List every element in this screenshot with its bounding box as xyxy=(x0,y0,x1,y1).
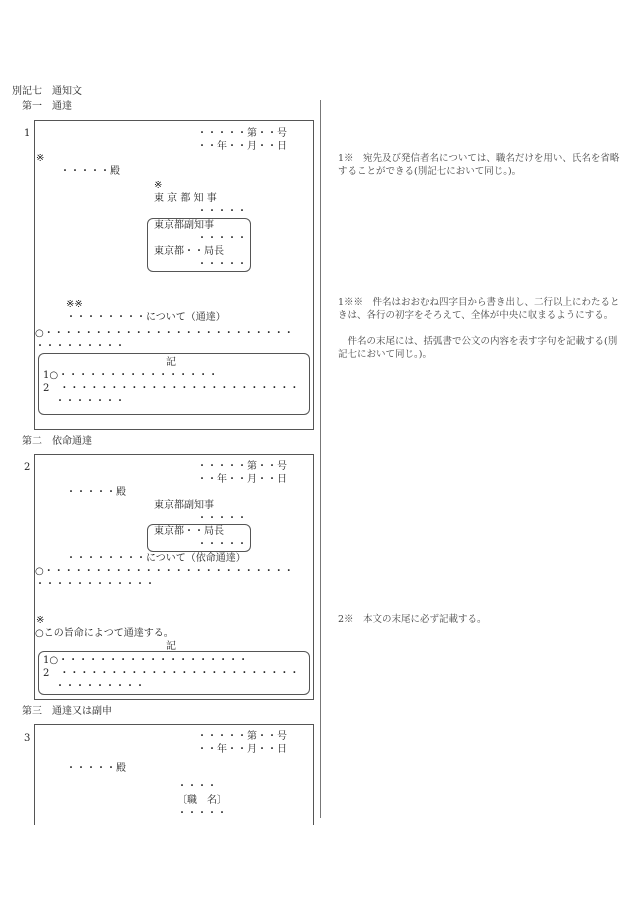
ki-label: 記 xyxy=(166,357,176,368)
sender: 東 京 都 知 事 xyxy=(154,193,217,204)
section1-number: 1 xyxy=(24,128,31,139)
addressee: ・・・・・殿 xyxy=(66,763,126,774)
note-mark: ※ xyxy=(36,153,45,164)
sender-name: ・・・・・ xyxy=(197,206,247,217)
bureau-chief: 東京都・・局長 xyxy=(154,526,224,537)
item: 2 ・・・・・・・・・・・・・・・・・・・・・・・・ xyxy=(43,668,300,679)
doc-title: 別記七 通知文 xyxy=(12,86,82,97)
body-text: ・・・・・・・・・ xyxy=(35,341,125,352)
note-mark: ※ xyxy=(36,615,45,626)
body-text: ・・・・・・・・・・・・ xyxy=(35,579,155,590)
note-1: 1※ 宛先及び発信者名については、職名だけを用い、氏名を省略することができる(別記七において同じ。)。 xyxy=(338,153,620,177)
sender: 東京都副知事 xyxy=(154,500,214,511)
section3-number: 3 xyxy=(24,733,31,744)
sender-org: ・・・・ xyxy=(177,781,217,792)
addressee: ・・・・・殿 xyxy=(60,166,120,177)
body-text: ○・・・・・・・・・・・・・・・・・・・・・・・・・ xyxy=(35,566,294,577)
sender-name: ・・・・・ xyxy=(177,808,227,819)
doc-date: ・・年・・月・・日 xyxy=(197,141,287,152)
subject: ・・・・・・・・について（依命通達） xyxy=(66,553,246,564)
doc-number: ・・・・・第・・号 xyxy=(197,461,287,472)
addressee: ・・・・・殿 xyxy=(66,487,126,498)
item: 2 ・・・・・・・・・・・・・・・・・・・・・・・・ xyxy=(43,383,300,394)
vice-governor: 東京都副知事 xyxy=(154,220,214,231)
bureau-chief: 東京都・・局長 xyxy=(154,246,224,257)
item: ・・・・・・・・・ xyxy=(55,681,145,692)
doc-number: ・・・・・第・・号 xyxy=(197,731,287,742)
item: ・・・・・・・ xyxy=(55,396,125,407)
bureau-name: ・・・・・ xyxy=(197,539,247,550)
section1-label: 第一 通達 xyxy=(22,101,72,112)
column-divider xyxy=(320,100,321,818)
item: 1○・・・・・・・・・・・・・・・・・・・ xyxy=(43,655,249,666)
section3-label: 第三 通達又は副申 xyxy=(22,706,112,717)
vice-name: ・・・・・ xyxy=(197,233,247,244)
section2-label: 第二 依命通達 xyxy=(22,436,92,447)
item: 1○・・・・・・・・・・・・・・・・ xyxy=(43,370,219,381)
closing-text: ○この旨命によつて通達する。 xyxy=(35,628,174,639)
doc-number: ・・・・・第・・号 xyxy=(197,128,287,139)
note-3: 2※ 本文の末尾に必ず記載する。 xyxy=(338,614,487,625)
sender-name: ・・・・・ xyxy=(197,513,247,524)
note-2a: 1※※ 件名はおおむね四字目から書き出し、二行以上にわたるときは、各行の初字をそろえて、全体が中央に収まるようにする。 xyxy=(338,297,620,321)
note-mark: ※※ xyxy=(66,299,83,310)
doc-date: ・・年・・月・・日 xyxy=(197,474,287,485)
ki-label: 記 xyxy=(166,641,176,652)
body-text: ○・・・・・・・・・・・・・・・・・・・・・・・・・ xyxy=(35,328,294,339)
sender-title: 〔職 名〕 xyxy=(177,795,227,806)
subject: ・・・・・・・・について（通達） xyxy=(66,312,226,323)
note-2b: 件名の末尾には、括弧書で公文の内容を表す字句を記載する(別記七において同じ。)。 xyxy=(338,336,618,360)
note-mark: ※ xyxy=(154,180,163,191)
doc-date: ・・年・・月・・日 xyxy=(197,744,287,755)
section2-number: 2 xyxy=(24,462,31,473)
bureau-name: ・・・・・ xyxy=(197,259,247,270)
